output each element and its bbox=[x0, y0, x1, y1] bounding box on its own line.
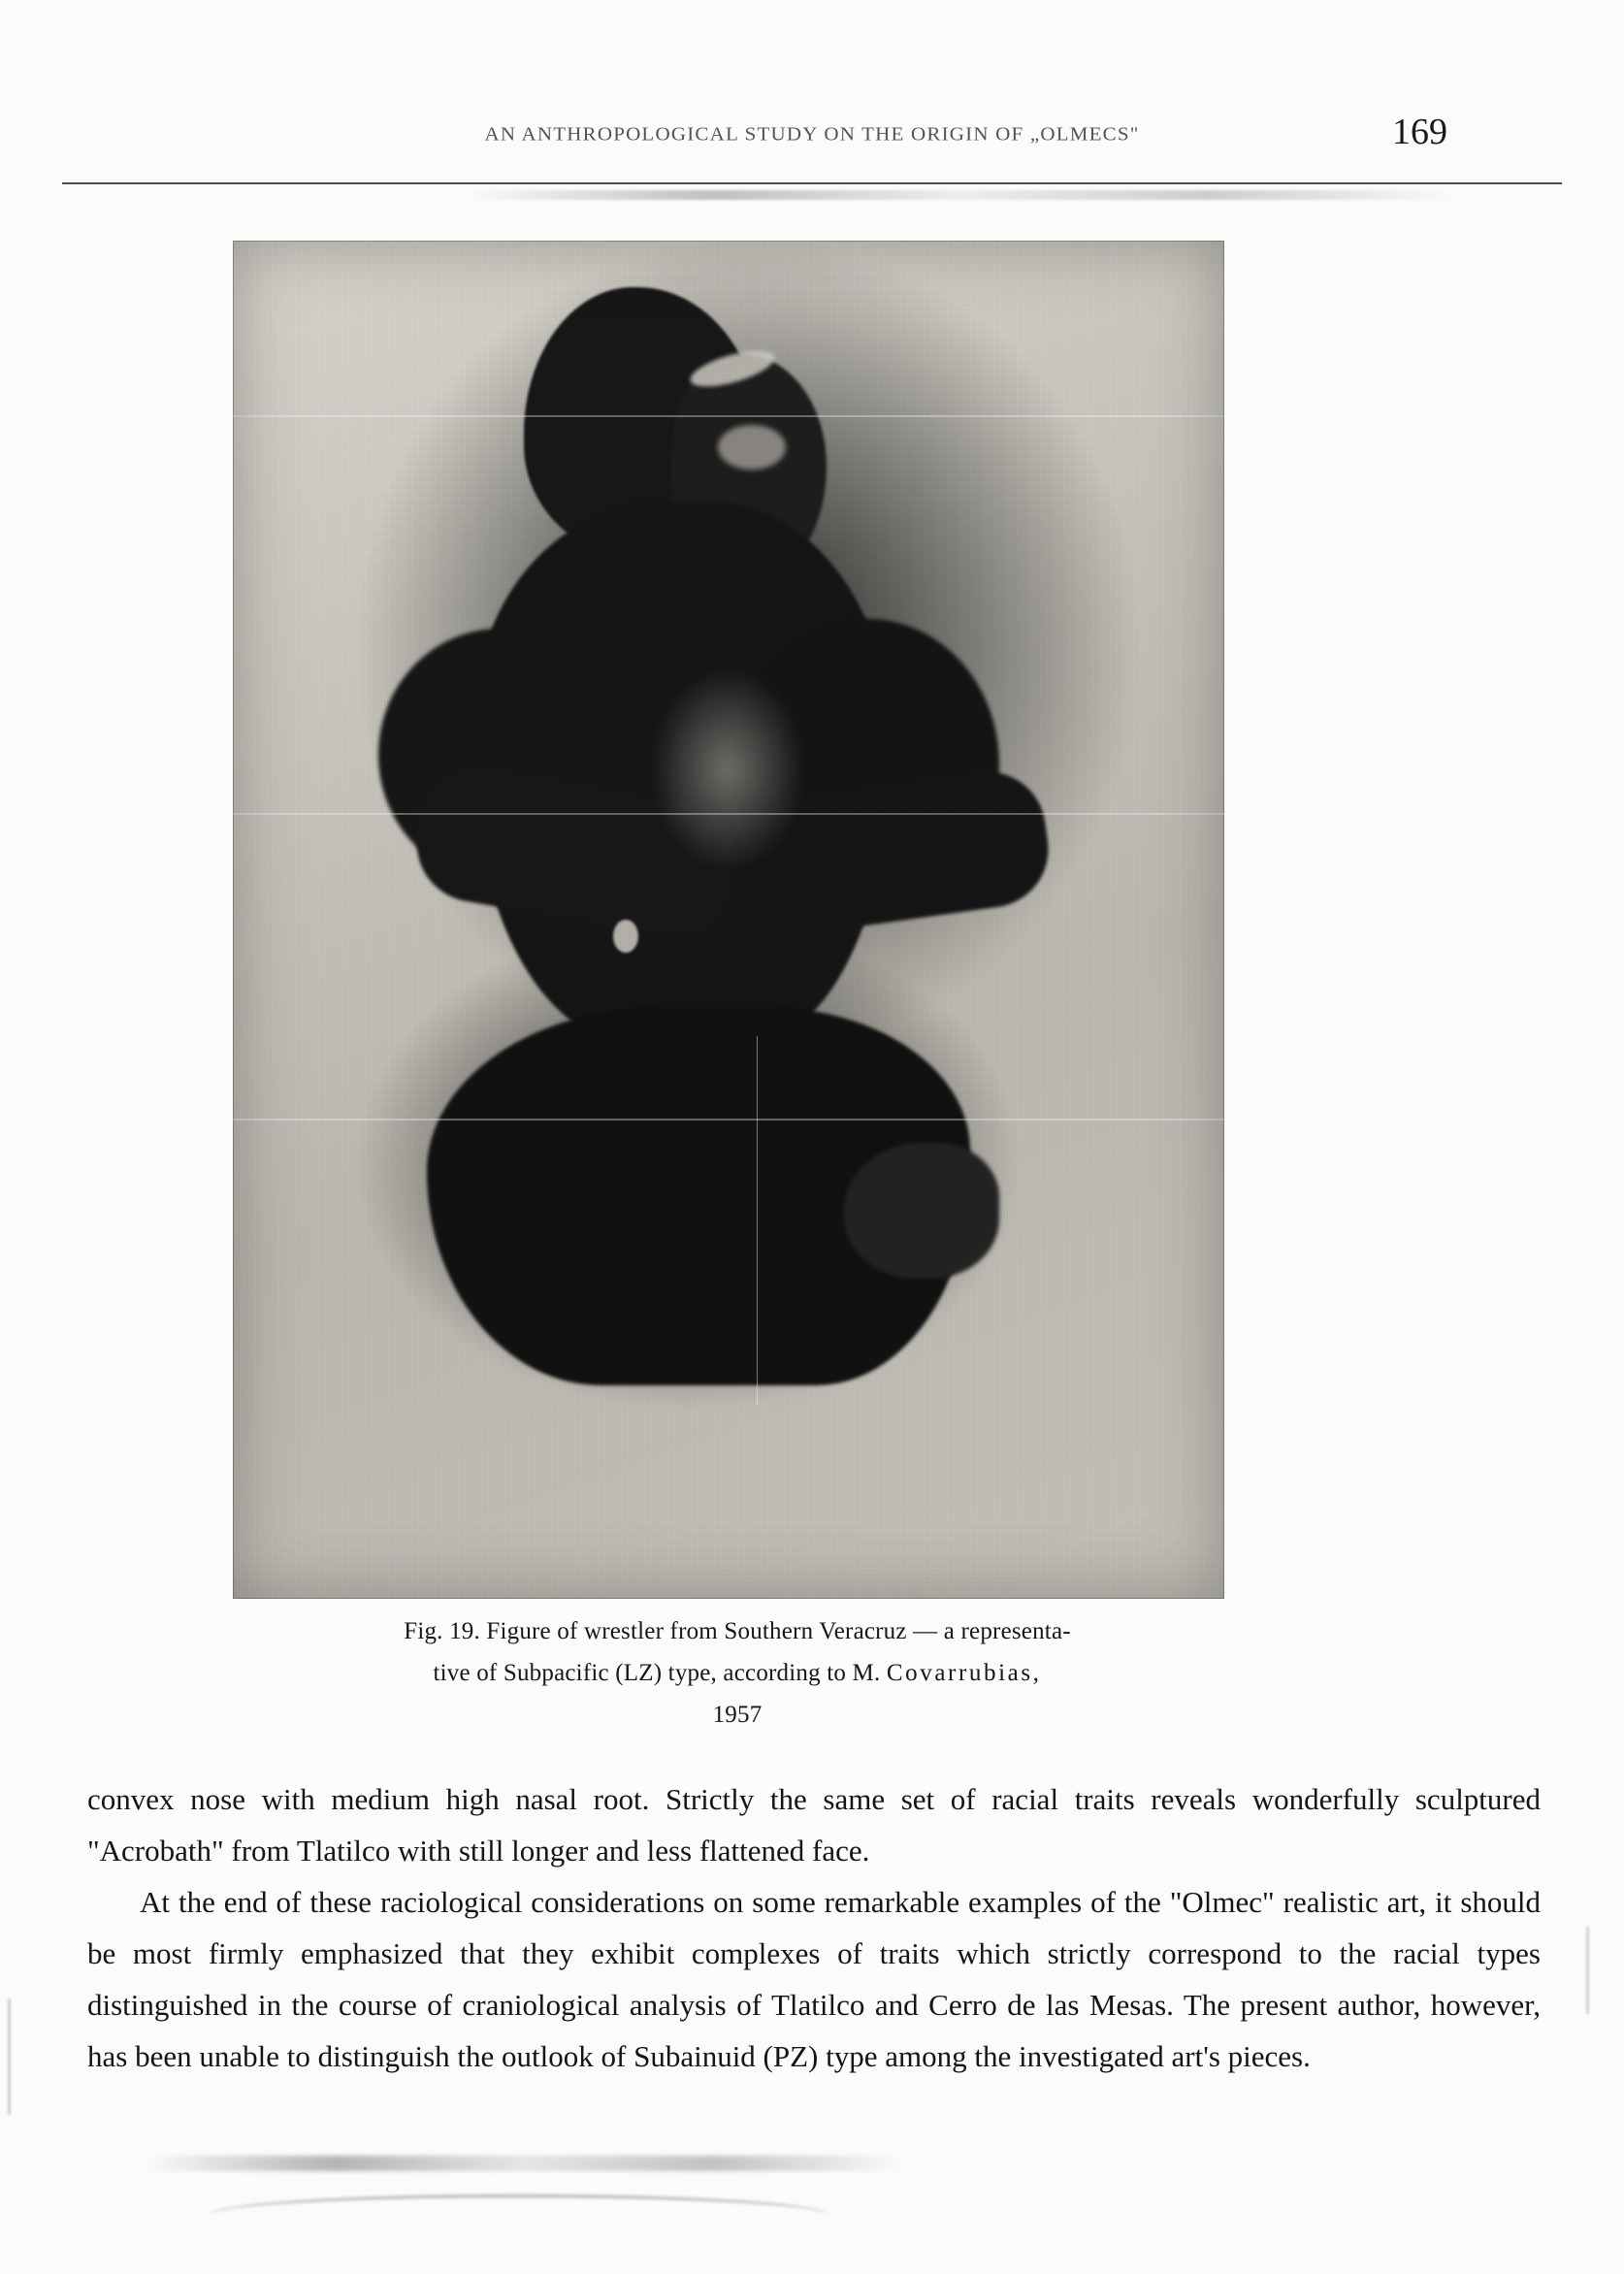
page-number: 169 bbox=[1392, 112, 1447, 152]
scan-smudge-body bbox=[146, 2156, 902, 2171]
caption-line-1: Fig. 19. Figure of wrestler from Southern Veracruz — a representa- bbox=[404, 1618, 1071, 1644]
paragraph-2: At the end of these raciological considerations on some remarkable examples of the "Olmec" realistic art, it should be most firmly emphasized that they exhibit complexes of traits which strictly correspond to the racial types distinguished in the course of craniological analysis of Tlatilco and Cerro de las Mesas. The present author, however, has been unable to distinguish the outlook of Subainuid (PZ) type among the investigated art's pieces. bbox=[87, 1885, 1541, 2073]
scan-smudge-arc bbox=[209, 2194, 829, 2236]
caption-line-3: 1957 bbox=[712, 1702, 763, 1728]
body-text bbox=[87, 1773, 1541, 2082]
figure-19 bbox=[233, 241, 1224, 1599]
caption-author-name: Covarrubias, bbox=[886, 1660, 1042, 1686]
running-head bbox=[0, 112, 1624, 165]
header-rule bbox=[62, 182, 1562, 184]
figure-photograph bbox=[233, 241, 1224, 1599]
paragraph-1: convex nose with medium high nasal root. Strictly the same set of racial traits reveals wonderfully sculptured "Acrobath" from Tlatilco with still longer and less flattened face. bbox=[87, 1782, 1541, 1868]
running-head-title: AN ANTHROPOLOGICAL STUDY ON THE ORIGIN OF „OLMECS" bbox=[484, 122, 1140, 146]
photo-vignette bbox=[233, 241, 1224, 1599]
caption-line-2-text: tive of Subpacific (LZ) type, according to M. bbox=[433, 1660, 887, 1686]
page-edge-mark-right bbox=[1586, 1927, 1589, 2014]
page-edge-mark-left bbox=[8, 1998, 11, 2115]
caption-line-2 bbox=[194, 1652, 1281, 1694]
figure-caption bbox=[194, 1610, 1281, 1736]
scan-smudge-header bbox=[466, 190, 1455, 200]
